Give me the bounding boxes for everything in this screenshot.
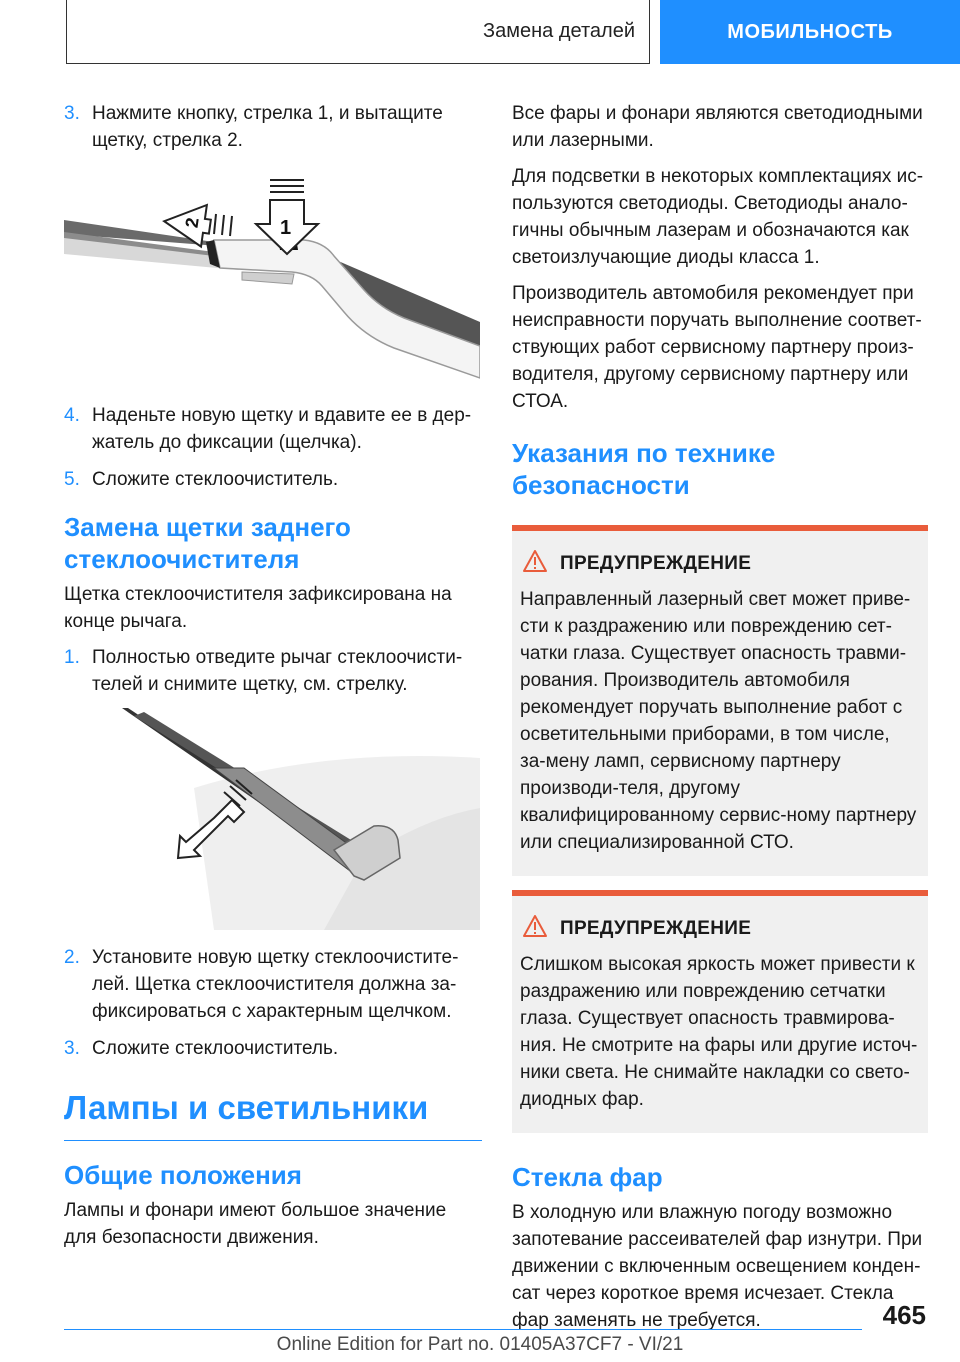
- header-chapter-tab: [660, 0, 960, 64]
- general-text: Лампы и фонари имеют большое значение для безопасности движения.: [64, 1200, 447, 1248]
- step-1-lift-arm: [64, 644, 482, 698]
- header-section-tab: [66, 0, 650, 64]
- step-text: Полностью отведите рычаг стеклоочисти‐телей и снимите щетку, см. стрелку.: [92, 647, 463, 695]
- safety-heading: Указания по технике безопасности: [512, 438, 776, 500]
- lights-type-paragraph: Все фары и фонари являются светодиодными или лазерными.: [512, 103, 923, 151]
- step-2-install-blade: [64, 944, 482, 1025]
- arrow-label-1: 1: [280, 217, 292, 239]
- header-chapter-title: МОБИЛЬНОСТЬ: [727, 20, 893, 43]
- left-column: [64, 100, 482, 1251]
- step-number: 5.: [64, 469, 80, 490]
- step-text: Сложите стеклоочиститель.: [92, 469, 339, 490]
- wiper-blade-release-drawing: [64, 172, 480, 384]
- led-paragraph: Для подсветки в некоторых комплектациях ис‐пользуются светодиоды. Светодиоды анало‐гичны обычным лазерам и обозначаются как светоизлучающие диоды класса 1.: [512, 166, 924, 268]
- step-3-fold-wiper: [64, 1035, 482, 1062]
- step-text: Нажмите кнопку, стрелка 1, и вытащите щетку, стрелка 2.: [92, 103, 443, 151]
- step-number: 4.: [64, 405, 80, 426]
- rear-wiper-illustration: [64, 708, 480, 930]
- step-number: 1.: [64, 647, 80, 668]
- lamps-heading-rule: [64, 1140, 482, 1141]
- headlight-glass-heading: Стекла фар: [512, 1162, 663, 1192]
- step-number: 3.: [64, 103, 80, 124]
- warning-text: Слишком высокая яркость может привести к раздражению или повреждению сетчатки глаза. Существует опасность травмирова‐ния. Не смотрите на фары или другие источ‐ники света. Не снимайте накладки со свето‐диодных фар.: [520, 954, 918, 1110]
- warning-title: ПРЕДУПРЕЖДЕНИЕ: [560, 917, 752, 939]
- rear-wiper-intro: Щетка стеклоочистителя зафиксирована на конце рычага.: [64, 584, 452, 632]
- rear-wiper-drawing: [64, 708, 480, 930]
- lamps-heading: Лампы и светильники: [64, 1089, 429, 1126]
- step-text: Установите новую щетку стеклоочистите‐лей. Щетка стеклоочистителя должна за‐фиксироваться с характерным щелчком.: [92, 947, 459, 1022]
- page-number: 465: [882, 1300, 926, 1330]
- step-text: Наденьте новую щетку и вдавите ее в дер‐жатель до фиксации (щелчка).: [92, 405, 472, 453]
- warning-box-brightness: [512, 890, 928, 1133]
- general-heading: Общие положения: [64, 1160, 302, 1190]
- warning-text: Направленный лазерный свет может приве‐сти к раздражению или повреждению сет‐чатки глаза. Существует опасность травми‐рования. Производитель автомобиля рекомендует поручать выполнение работ с осветительными приборами, в том числе, за‐мену ламп, сервисному партнеру производи‐теля, другому квалифицированному сервис‐ному партнеру или специализированной СТО.: [520, 589, 917, 853]
- step-text: Сложите стеклоочиститель.: [92, 1038, 339, 1059]
- headlight-glass-text: В холодную или влажную погоду возможно запотевание рассеивателей фар изнутри. При движении с включенным освещением конден‐сат через короткое время исчезает. Стекла фар заменять не требуется.: [512, 1202, 923, 1331]
- footer-edition: Online Edition for Part no. 01405A37CF7 - VI/21: [276, 1334, 684, 1355]
- service-paragraph: Производитель автомобиля рекомендует при неисправности поручать выполнение соответ‐ствующих работ сервисному партнеру произ‐водителя, другому сервисному партнеру или СТОА.: [512, 283, 922, 412]
- step-5-fold-wiper: [64, 466, 482, 493]
- header-section-title: Замена деталей: [483, 20, 635, 42]
- footer-rule: [64, 1329, 862, 1330]
- warning-triangle-icon: [522, 549, 548, 578]
- step-number: 2.: [64, 947, 80, 968]
- wiper-blade-release-illustration: [64, 172, 480, 384]
- step-3-remove-blade: [64, 100, 482, 154]
- warning-title: ПРЕДУПРЕЖДЕНИЕ: [560, 552, 752, 574]
- warning-triangle-icon: [522, 914, 548, 943]
- warning-box-laser: [512, 525, 928, 876]
- right-column: [512, 100, 928, 1334]
- step-4-attach-blade: [64, 402, 482, 456]
- step-number: 3.: [64, 1038, 80, 1059]
- rear-wiper-heading: Замена щетки заднего стеклоочистителя: [64, 512, 351, 574]
- arrow-label-2: 2: [181, 216, 203, 230]
